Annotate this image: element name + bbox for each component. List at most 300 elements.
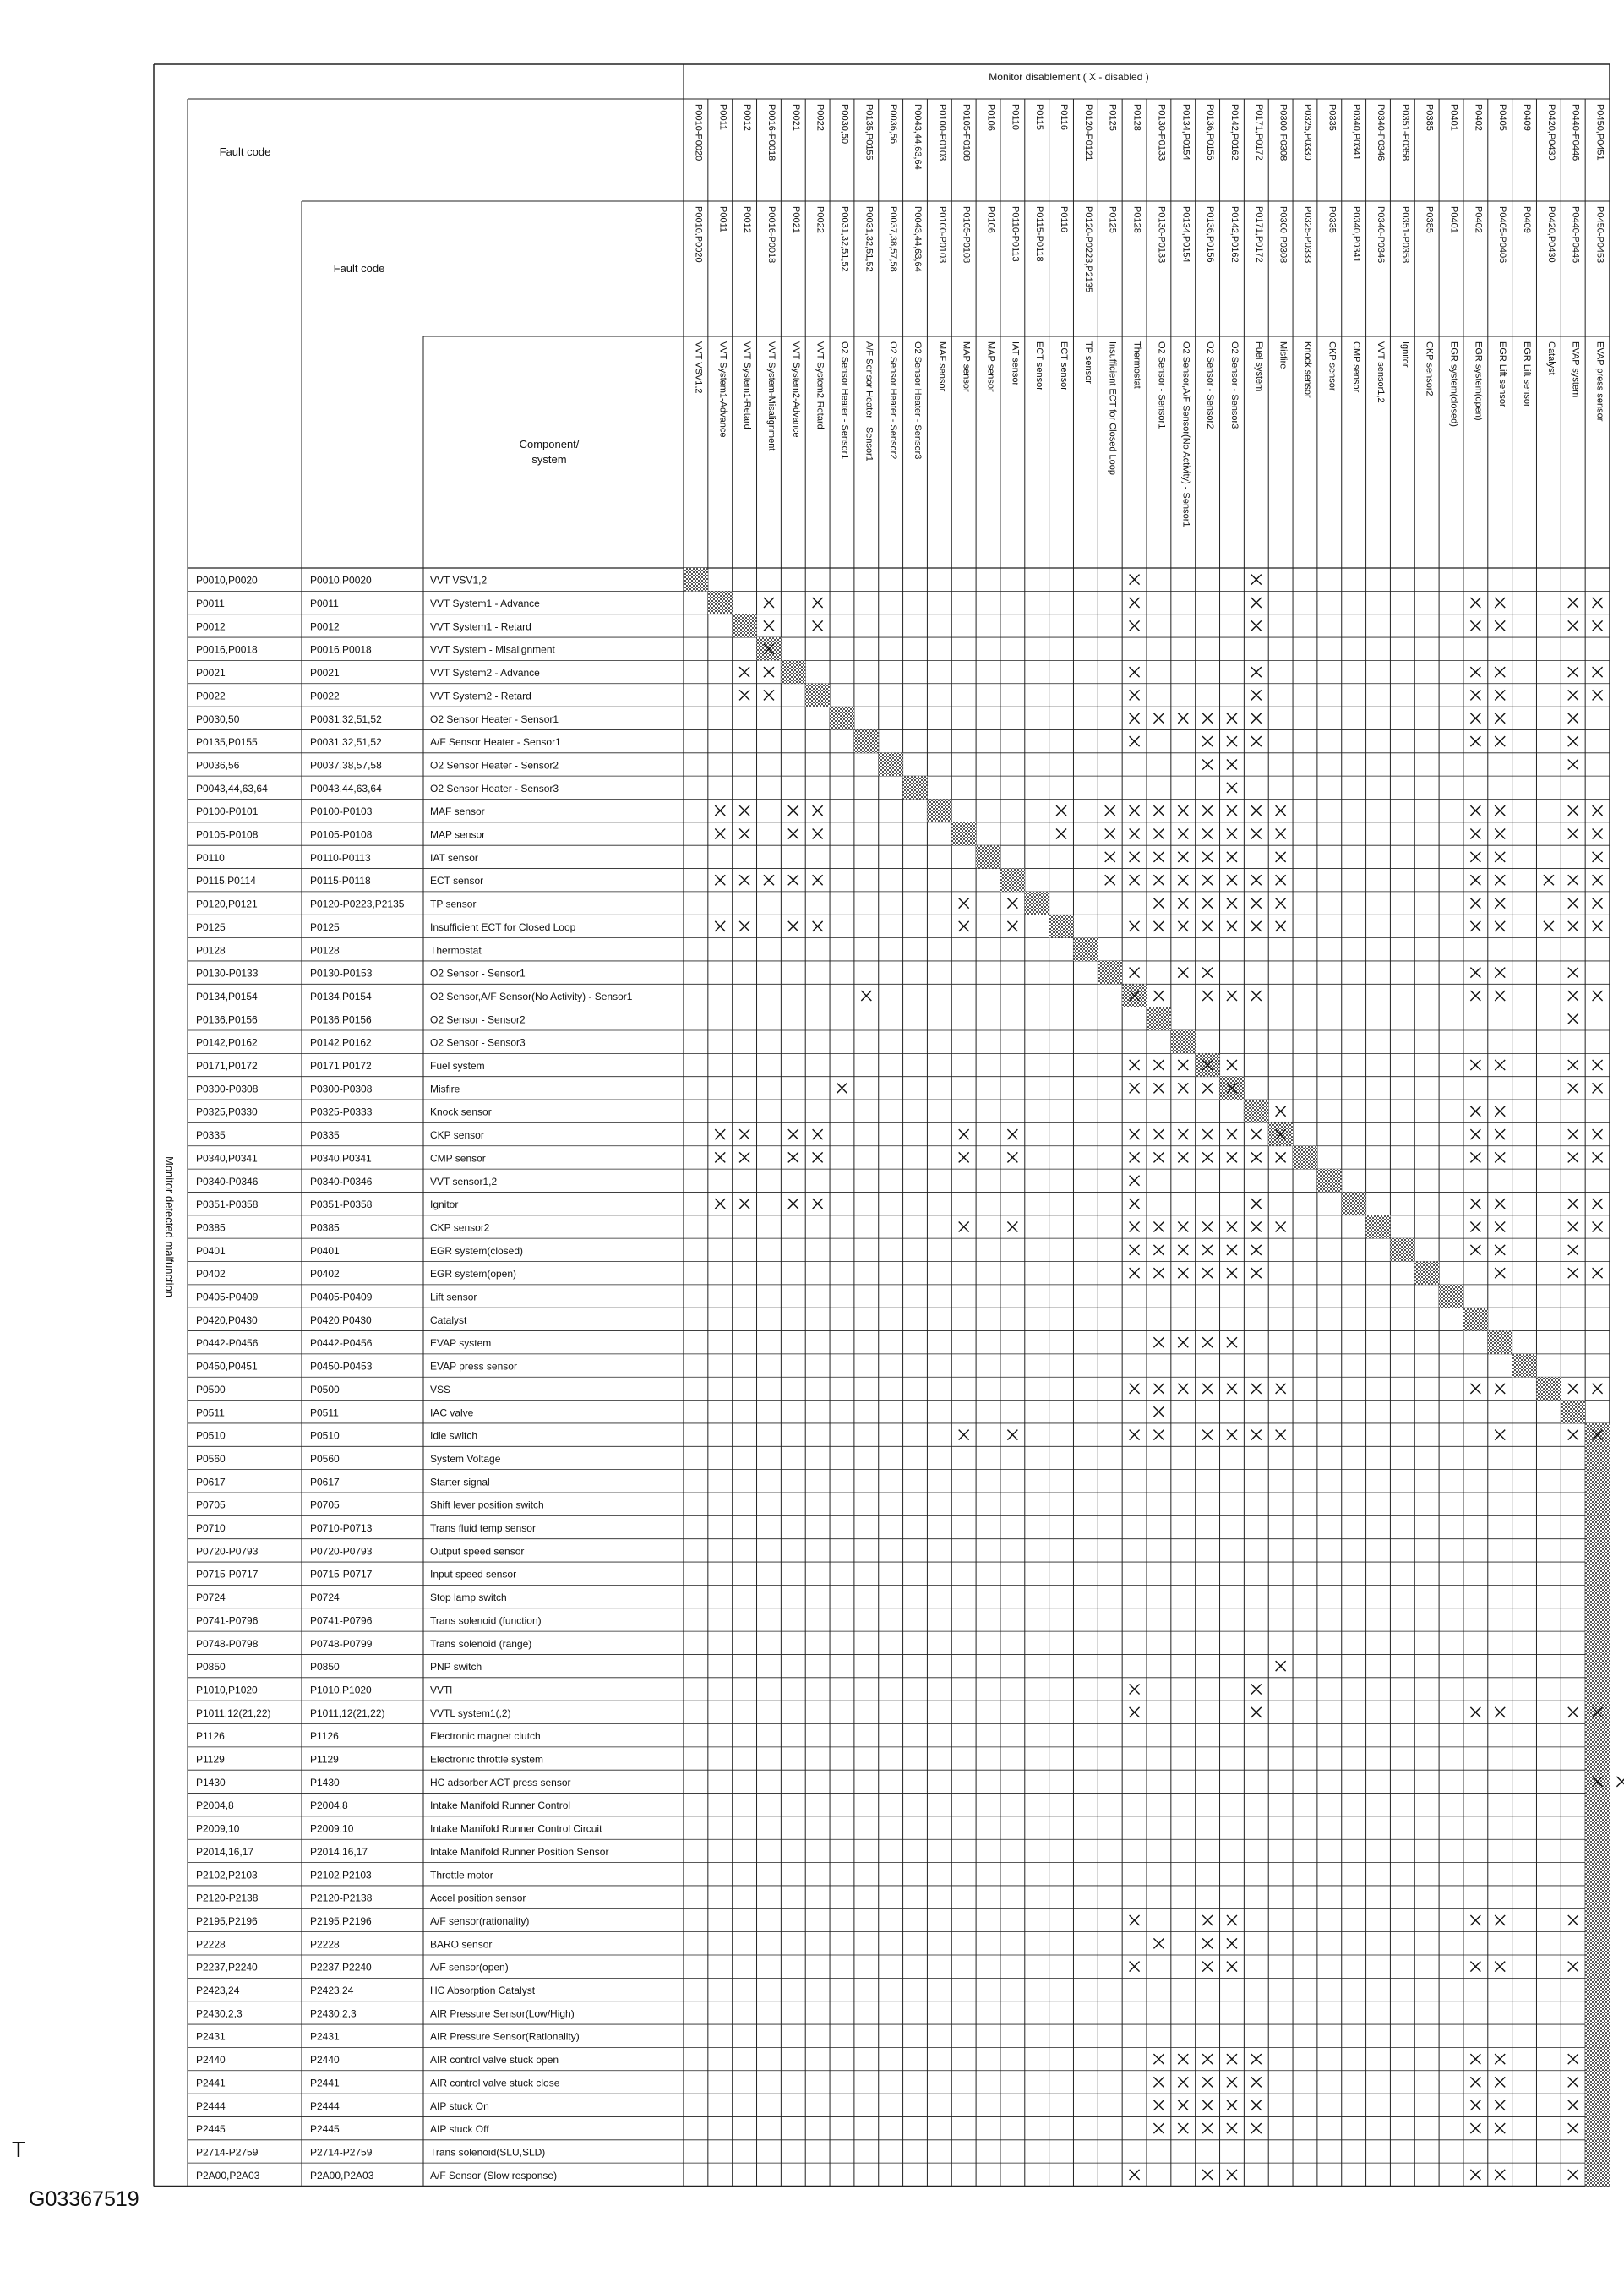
disabled-mark: [1130, 1083, 1140, 1093]
column-code-2: P0105-P0108: [961, 206, 972, 264]
column-code-2: P0351-P0358: [1399, 206, 1410, 264]
side-label: Monitor detected malfunction: [163, 1156, 176, 1297]
column-code-2: P0110-P0113: [1010, 206, 1021, 262]
column-component: O2 Sensor - Sensor1: [1156, 341, 1167, 429]
disabled-mark: [1227, 1337, 1237, 1347]
disabled-mark: [1470, 991, 1480, 1001]
disabled-mark: [1007, 1129, 1017, 1139]
disabled-mark: [1495, 1430, 1505, 1440]
disabled-mark: [1202, 805, 1213, 816]
disabled-mark: [1227, 805, 1237, 816]
column-code-2: P0335: [1327, 206, 1338, 233]
column-component: O2 Sensor Heater - Sensor3: [913, 341, 923, 460]
disabled-mark: [1130, 2170, 1140, 2180]
disabled-mark: [1251, 991, 1262, 1001]
self-monitor-cell: [1585, 1539, 1610, 1562]
row-component: Thermostat: [430, 944, 482, 957]
disabled-mark: [1276, 852, 1286, 862]
self-monitor-cell: [1098, 961, 1122, 984]
column-code-2: P0405-P0406: [1497, 206, 1508, 264]
row-component: O2 Sensor,A/F Sensor(No Activity) - Sensor1: [430, 990, 633, 1002]
row-fault-code-detail: P0171,P0172: [310, 1060, 372, 1073]
disabled-mark: [788, 805, 798, 816]
row-fault-code-detail: P2423,24: [310, 1985, 354, 1997]
column-code-2: P0340-P0346: [1376, 206, 1386, 264]
disabled-mark: [1227, 1962, 1237, 1972]
disabled-mark: [1153, 1268, 1164, 1278]
disabled-mark: [1495, 875, 1505, 885]
disabled-mark: [1593, 620, 1603, 631]
disabled-mark: [1202, 1152, 1213, 1162]
row-component: IAT sensor: [430, 851, 478, 864]
row-fault-code: P0340,P0341: [196, 1152, 258, 1165]
row-component: A/F sensor(open): [430, 1961, 509, 1974]
row-component: Ignitor: [430, 1199, 459, 1211]
row-fault-code: P0043,44,63,64: [196, 782, 268, 794]
self-monitor-cell: [1585, 1816, 1610, 1839]
disabled-mark: [1495, 1707, 1505, 1717]
row-component: Shift lever position switch: [430, 1499, 544, 1511]
column-code-1: P0134,P0154: [1180, 104, 1191, 161]
disabled-mark: [1568, 1245, 1578, 1255]
disabled-mark: [1227, 783, 1237, 793]
disabled-mark: [1130, 1707, 1140, 1717]
column-component: O2 Sensor Heater - Sensor2: [888, 341, 899, 460]
disabled-mark: [813, 1129, 823, 1139]
row-fault-code-detail: P0741-P0796: [310, 1614, 373, 1627]
disabled-mark: [1227, 2170, 1237, 2180]
disabled-mark: [1593, 1129, 1603, 1139]
row-fault-code-detail: P0134,P0154: [310, 990, 372, 1002]
row-fault-code: P0850: [196, 1661, 226, 1674]
disabled-mark: [1130, 1430, 1140, 1440]
disabled-mark: [1202, 2077, 1213, 2087]
column-code-1: P0022: [815, 104, 826, 131]
row-fault-code: P0420,P0430: [196, 1313, 258, 1326]
disabled-mark: [1568, 1707, 1578, 1717]
column-component: IAT sensor: [1010, 341, 1021, 386]
disabled-mark: [1153, 1129, 1164, 1139]
row-fault-code-detail: P0405-P0409: [310, 1291, 373, 1303]
row-fault-code-detail: P0022: [310, 690, 340, 702]
disabled-mark: [1568, 829, 1578, 839]
disabled-mark: [1178, 852, 1188, 862]
self-monitor-cell: [1585, 2116, 1610, 2139]
disabled-mark: [1495, 1199, 1505, 1209]
self-monitor-cell: [1585, 1724, 1610, 1747]
disabled-mark: [739, 1129, 749, 1139]
row-fault-code: P0715-P0717: [196, 1568, 259, 1581]
column-component: ECT sensor: [1034, 341, 1045, 390]
row-fault-code: P0500: [196, 1383, 226, 1395]
row-fault-code: P0748-P0798: [196, 1637, 259, 1650]
column-component: VVT System-Misalignment: [766, 341, 777, 451]
disabled-mark: [1202, 2100, 1213, 2110]
disabled-mark: [1251, 1129, 1262, 1139]
disabled-mark: [1153, 1406, 1164, 1417]
disabled-mark: [1202, 2054, 1213, 2064]
disabled-mark: [1568, 598, 1578, 608]
row-fault-code-detail: P0724: [310, 1592, 340, 1604]
self-monitor-cell: [1171, 1030, 1196, 1053]
self-monitor-cell: [1439, 1285, 1463, 1308]
disabled-mark: [1202, 713, 1213, 724]
self-monitor-cell: [1585, 1654, 1610, 1677]
self-monitor-cell: [1000, 869, 1025, 892]
disabled-mark: [1495, 1152, 1505, 1162]
row-component: EVAP press sensor: [430, 1360, 517, 1373]
row-fault-code: P2004,8: [196, 1799, 234, 1812]
row-component: Throttle motor: [430, 1869, 493, 1881]
row-fault-code-detail: P2A00,P2A03: [310, 2169, 374, 2181]
row-component: Intake Manifold Runner Control: [430, 1799, 571, 1812]
row-fault-code-detail: P2445: [310, 2123, 340, 2136]
row-fault-code-detail: P1010,P1020: [310, 1684, 372, 1696]
disabled-mark: [1130, 852, 1140, 862]
disabled-mark: [1470, 2123, 1480, 2133]
row-fault-code: P2195,P2196: [196, 1914, 258, 1927]
disabled-mark: [1178, 1337, 1188, 1347]
disabled-mark: [788, 1129, 798, 1139]
row-component: System Voltage: [430, 1452, 501, 1465]
self-monitor-cell: [1147, 1007, 1171, 1030]
row-fault-code: P0705: [196, 1499, 226, 1511]
disabled-mark: [1568, 736, 1578, 746]
row-fault-code-detail: P2009,10: [310, 1822, 354, 1835]
disabled-mark: [1568, 1915, 1578, 1925]
disabled-mark: [813, 805, 823, 816]
disabled-mark: [959, 1221, 969, 1231]
disabled-mark: [1202, 968, 1213, 978]
row-fault-code-detail: P0031,32,51,52: [310, 736, 382, 749]
row-fault-code-detail: P0100-P0103: [310, 805, 373, 818]
disabled-mark: [1227, 1129, 1237, 1139]
disabled-mark: [1202, 1245, 1213, 1255]
column-component: EGR system(closed): [1448, 341, 1459, 427]
disabled-mark: [1568, 2170, 1578, 2180]
column-component: EGR Lift sensor: [1497, 341, 1508, 407]
row-component: CKP sensor: [430, 1129, 484, 1142]
row-fault-code: P0340-P0346: [196, 1175, 259, 1188]
disabled-mark: [1202, 898, 1213, 909]
disabled-mark: [1251, 805, 1262, 816]
self-monitor-cell: [684, 568, 708, 591]
self-monitor-cell: [830, 707, 854, 729]
self-monitor-cell: [1366, 1215, 1391, 1238]
row-fault-code-detail: P0510: [310, 1429, 340, 1442]
row-fault-code-detail: P2714-P2759: [310, 2146, 373, 2159]
disabled-mark: [1251, 1684, 1262, 1694]
disabled-mark: [1227, 1430, 1237, 1440]
row-fault-code-detail: P0748-P0799: [310, 1637, 373, 1650]
disabled-mark: [1495, 1245, 1505, 1255]
row-fault-code: P2014,16,17: [196, 1845, 254, 1858]
row-fault-code-detail: P0105-P0108: [310, 828, 373, 841]
disabled-mark: [1470, 620, 1480, 631]
row-fault-code-detail: P0031,32,51,52: [310, 713, 382, 725]
disabled-mark: [1105, 875, 1115, 885]
disabled-mark: [1227, 759, 1237, 769]
fault-code-outer-label: Fault code: [219, 145, 271, 158]
row-fault-code: P0036,56: [196, 759, 240, 772]
disabled-mark: [1251, 1384, 1262, 1394]
disabled-mark: [1470, 1129, 1480, 1139]
self-monitor-cell: [1342, 1192, 1366, 1215]
row-fault-code-detail: P2228: [310, 1938, 340, 1951]
disabled-mark: [1130, 1962, 1140, 1972]
column-code-1: P0351-P0358: [1399, 104, 1410, 161]
column-component: VVT System2-Advance: [790, 341, 801, 438]
row-fault-code-detail: P2237,P2240: [310, 1961, 372, 1974]
self-monitor-cell: [1585, 1955, 1610, 1978]
row-fault-code-detail: P2195,P2196: [310, 1914, 372, 1927]
row-fault-code-detail: P2430,2,3: [310, 2007, 357, 2020]
row-component: VVT VSV1,2: [430, 574, 488, 587]
disabled-mark: [813, 1152, 823, 1162]
disabled-mark: [739, 829, 749, 839]
disabled-mark: [1568, 1430, 1578, 1440]
disabled-mark: [1251, 620, 1262, 631]
row-fault-code: P2228: [196, 1938, 226, 1951]
row-fault-code: P1126: [196, 1730, 225, 1743]
disabled-mark: [1105, 829, 1115, 839]
row-fault-code: P0128: [196, 944, 226, 957]
column-component: TP sensor: [1082, 341, 1093, 384]
row-fault-code-detail: P1430: [310, 1776, 340, 1788]
self-monitor-cell: [1025, 892, 1049, 915]
disabled-mark: [1153, 875, 1164, 885]
disabled-mark: [1470, 2100, 1480, 2110]
row-fault-code: P2120-P2138: [196, 1892, 259, 1904]
disabled-mark: [1130, 1245, 1140, 1255]
row-fault-code-detail: P0037,38,57,58: [310, 759, 382, 772]
disabled-mark: [1593, 1083, 1603, 1093]
disabled-mark: [813, 921, 823, 931]
row-fault-code: P0325,P0330: [196, 1106, 258, 1118]
row-component: VVT System2 - Retard: [430, 690, 531, 702]
row-component: Trans solenoid (function): [430, 1614, 542, 1627]
disabled-mark: [1227, 1152, 1237, 1162]
disabled-mark: [1470, 1915, 1480, 1925]
row-component: Misfire: [430, 1083, 460, 1095]
column-component: VVT sensor1,2: [1376, 341, 1386, 403]
self-monitor-cell: [1585, 1446, 1610, 1469]
disabled-mark: [1130, 875, 1140, 885]
row-component: O2 Sensor - Sensor3: [430, 1036, 526, 1049]
row-component: O2 Sensor Heater - Sensor2: [430, 759, 559, 772]
disabled-mark: [764, 667, 774, 677]
row-component: Starter signal: [430, 1476, 490, 1488]
disabled-mark: [1251, 575, 1262, 585]
row-fault-code: P0022: [196, 690, 226, 702]
row-fault-code-detail: P0012: [310, 620, 340, 633]
disabled-mark: [1276, 898, 1286, 909]
row-fault-code-detail: P0401: [310, 1244, 340, 1257]
disabled-mark: [739, 1199, 749, 1209]
self-monitor-cell: [927, 800, 951, 822]
self-monitor-cell: [1073, 938, 1098, 961]
row-fault-code-detail: P0442-P0456: [310, 1337, 373, 1350]
column-code-1: P0300-P0308: [1278, 104, 1289, 161]
column-code-2: P0022: [815, 206, 826, 233]
self-monitor-cell: [1585, 1747, 1610, 1770]
self-monitor-cell: [1585, 1908, 1610, 1931]
column-code-2: P0136,P0156: [1205, 206, 1216, 263]
column-code-2: P0125: [1107, 206, 1118, 233]
disabled-mark: [1470, 898, 1480, 909]
row-component: O2 Sensor - Sensor2: [430, 1013, 526, 1026]
row-component: EGR system(open): [430, 1268, 517, 1280]
disabled-mark: [1202, 1938, 1213, 1948]
disabled-mark: [1130, 1221, 1140, 1231]
column-code-1: P0010-P0020: [693, 104, 704, 161]
row-fault-code-detail: P1129: [310, 1753, 339, 1766]
disabled-mark: [1593, 598, 1603, 608]
disabled-mark: [1130, 690, 1140, 700]
row-component: Accel position sensor: [430, 1892, 526, 1904]
column-component: MAP sensor: [961, 341, 972, 392]
disabled-mark: [1227, 1384, 1237, 1394]
disabled-mark: [1593, 921, 1603, 931]
self-monitor-cell: [1585, 1631, 1610, 1654]
column-code-1: P0021: [790, 104, 801, 131]
row-fault-code-detail: P0021: [310, 667, 340, 680]
disabled-mark: [1470, 2170, 1480, 2180]
row-component: MAF sensor: [430, 805, 485, 818]
self-monitor-cell: [1585, 2047, 1610, 2070]
row-fault-code: P0511: [196, 1406, 225, 1419]
column-code-2: P0037,38,57,58: [888, 206, 899, 272]
column-code-1: P0405: [1497, 104, 1508, 131]
disabled-mark: [1178, 2100, 1188, 2110]
disabled-mark: [1202, 921, 1213, 931]
column-component: VVT System2-Retard: [815, 341, 826, 429]
disabled-mark: [1202, 1962, 1213, 1972]
row-fault-code-detail: P0705: [310, 1499, 340, 1511]
disabled-mark: [1568, 2123, 1578, 2133]
disabled-mark: [1130, 598, 1140, 608]
row-fault-code: P0136,P0156: [196, 1013, 258, 1026]
column-code-2: P0134,P0154: [1180, 206, 1191, 263]
disabled-mark: [861, 991, 871, 1001]
disabled-mark: [715, 805, 725, 816]
disabled-mark: [1593, 690, 1603, 700]
row-component: IAC valve: [430, 1406, 474, 1419]
self-monitor-cell: [1585, 1839, 1610, 1862]
row-fault-code-detail: P2102,P2103: [310, 1869, 372, 1881]
self-monitor-cell: [1585, 2094, 1610, 2116]
row-fault-code-detail: P0850: [310, 1661, 340, 1674]
row-fault-code: P0724: [196, 1592, 226, 1604]
self-monitor-cell: [733, 614, 757, 637]
row-fault-code-detail: P0715-P0717: [310, 1568, 373, 1581]
self-monitor-cell: [708, 591, 733, 614]
disabled-mark: [1470, 1199, 1480, 1209]
row-fault-code-detail: P2014,16,17: [310, 1845, 368, 1858]
disabled-mark: [1153, 1384, 1164, 1394]
disabled-mark: [1130, 575, 1140, 585]
row-component: Catalyst: [430, 1313, 467, 1326]
disabled-mark: [1202, 736, 1213, 746]
row-component: AIR control valve stuck close: [430, 2077, 560, 2089]
disabled-mark: [1495, 1060, 1505, 1070]
column-code-1: P0125: [1107, 104, 1118, 131]
disabled-mark: [1276, 921, 1286, 931]
row-component: BARO sensor: [430, 1938, 493, 1951]
self-monitor-cell: [1585, 1886, 1610, 1908]
disabled-mark: [1202, 991, 1213, 1001]
disabled-mark: [1178, 1152, 1188, 1162]
row-component: AIP stuck Off: [430, 2123, 489, 2136]
row-component: VVT System1 - Retard: [430, 620, 531, 633]
disabled-mark: [1178, 898, 1188, 909]
column-code-1: P0440-P0446: [1570, 104, 1581, 161]
disabled-mark: [1495, 921, 1505, 931]
row-fault-code: P1129: [196, 1753, 225, 1766]
disabled-mark: [1178, 1268, 1188, 1278]
disabled-mark: [1593, 1384, 1603, 1394]
self-monitor-cell: [1585, 1678, 1610, 1701]
disabled-mark: [1470, 1221, 1480, 1231]
row-fault-code-detail: P0710-P0713: [310, 1522, 373, 1535]
disabled-mark: [1251, 2054, 1262, 2064]
disabled-mark: [1130, 1684, 1140, 1694]
self-monitor-cell: [1561, 1401, 1585, 1423]
disabled-mark: [1495, 2054, 1505, 2064]
disabled-mark: [1568, 1268, 1578, 1278]
disabled-mark: [1153, 1152, 1164, 1162]
disabled-mark: [1251, 921, 1262, 931]
column-component: Knock sensor: [1302, 341, 1313, 398]
row-fault-code: P2009,10: [196, 1822, 240, 1835]
self-monitor-cell: [1585, 1585, 1610, 1608]
row-component: Input speed sensor: [430, 1568, 517, 1581]
disabled-mark: [1276, 805, 1286, 816]
disabled-mark: [959, 921, 969, 931]
disabled-mark: [1056, 805, 1066, 816]
disabled-mark: [1251, 898, 1262, 909]
column-code-2: P0340,P0341: [1351, 206, 1362, 263]
disabled-mark: [1202, 759, 1213, 769]
row-fault-code: P0010,P0020: [196, 574, 258, 587]
disabled-mark: [1153, 1060, 1164, 1070]
disabled-mark: [1105, 852, 1115, 862]
disabled-mark: [959, 898, 969, 909]
disabled-mark: [1568, 1060, 1578, 1070]
disabled-mark: [1153, 1938, 1164, 1948]
row-fault-code: P0011: [196, 598, 225, 610]
disabled-mark: [1495, 2170, 1505, 2180]
disabled-mark: [1202, 1384, 1213, 1394]
self-monitor-cell: [1585, 1493, 1610, 1515]
disabled-mark: [1593, 1221, 1603, 1231]
row-fault-code: P0100-P0101: [196, 805, 259, 818]
row-fault-code-detail: P0125: [310, 920, 340, 933]
disabled-mark: [1470, 736, 1480, 746]
column-code-2: P0120-P0223,P2135: [1082, 206, 1093, 293]
column-code-2: P0401: [1448, 206, 1459, 233]
disabled-mark: [959, 1430, 969, 1440]
disabled-mark: [1251, 2100, 1262, 2110]
disabled-mark: [1202, 1430, 1213, 1440]
row-fault-code-detail: P0136,P0156: [310, 1013, 372, 1026]
row-component: HC adsorber ACT press sensor: [430, 1776, 571, 1788]
column-code-1: P0012: [742, 104, 753, 131]
row-fault-code-detail: P1011,12(21,22): [310, 1706, 385, 1719]
self-monitor-cell: [1585, 1608, 1610, 1631]
disabled-mark: [1178, 713, 1188, 724]
disabled-mark: [1130, 713, 1140, 724]
